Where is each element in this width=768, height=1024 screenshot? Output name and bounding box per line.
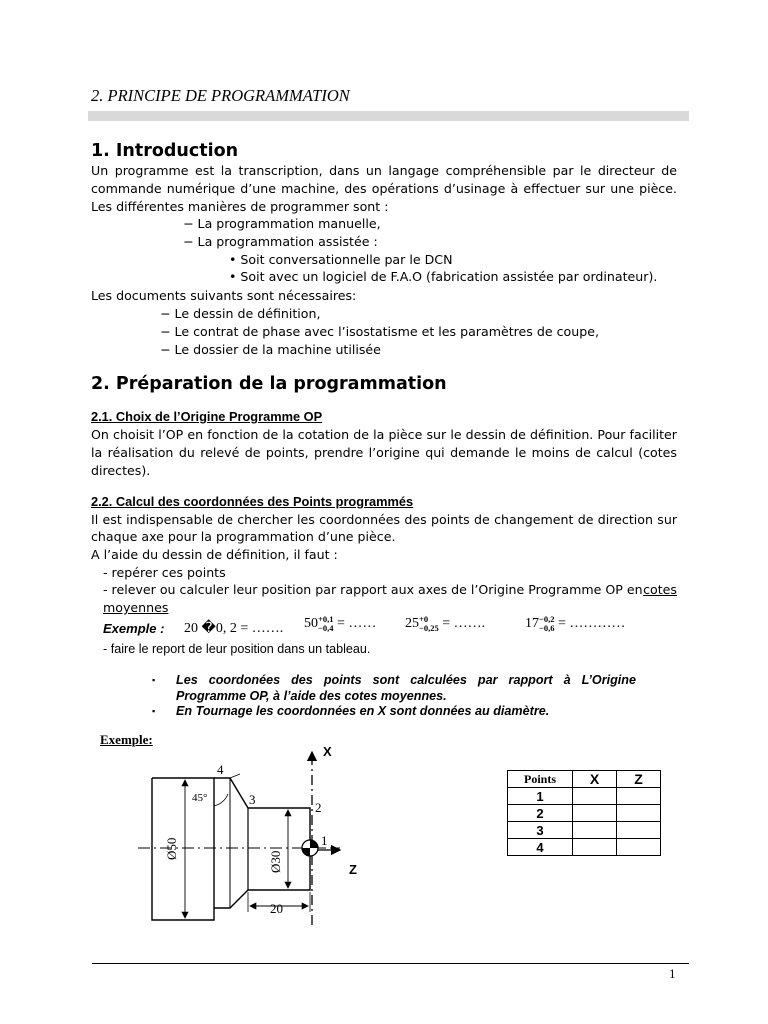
ex3-lower-tol: −0,25 (419, 623, 439, 633)
point-label-1: 1 (321, 833, 328, 848)
section-prep-title: 2. Préparation de la programmation (91, 374, 447, 394)
points-table (507, 770, 661, 856)
list-item: − Le dossier de la machine utilisée (160, 342, 381, 357)
ex2-nominal: 50 (304, 616, 318, 632)
subsection-2-1-title: 2.1. Choix de l’Origine Programme OP (91, 409, 323, 424)
list-item: • Soit conversationnelle par le DCN (229, 252, 453, 267)
intro-documents-text: Les documents suivants sont nécessaires: (91, 288, 357, 303)
section-intro-title: 1. Introduction (91, 141, 239, 161)
ex2-rest: = …… (333, 616, 377, 632)
ex2-lower-tol: −0,4 (318, 623, 334, 633)
point-label-3: 3 (249, 792, 256, 807)
table-header-x: X (573, 771, 617, 788)
table-cell-z (617, 788, 661, 805)
dia30-label: Ø30 (268, 850, 283, 873)
table-cell-point: 2 (508, 805, 573, 822)
table-cell-x (573, 839, 617, 856)
list-item: − Le contrat de phase avec l’isostatisme et les paramètres de coupe, (160, 324, 599, 339)
origin-marker-quadrant-2 (302, 848, 310, 856)
list-item: − La programmation assistée : (183, 234, 378, 249)
table-cell-x (573, 805, 617, 822)
table-row (508, 805, 661, 822)
footer-divider (92, 963, 689, 964)
angle-arc (214, 794, 228, 806)
list-item: − Le dessin de définition, (160, 306, 321, 321)
intro-paragraph-line-1: Un programme est la transcription, dans un langage compréhensible par le directeur de (91, 163, 677, 178)
ex4-rest: = ………… (554, 616, 626, 632)
table-cell-point: 4 (508, 839, 573, 856)
s22-line-3: A l’aide du dessin de définition, il faut : (91, 547, 338, 562)
table-cell-x (573, 788, 617, 805)
subsection-2-2-title: 2.2. Calcul des coordonnées des Points programmés (91, 494, 414, 509)
square-bullet-icon: ▪ (152, 706, 156, 716)
s22-moyennes-text: moyennes (103, 600, 169, 615)
ex3-upper-tol: +0 (419, 614, 429, 624)
s22-line-2: chaque axe pour la programmation d’une pièce. (91, 529, 396, 544)
table-row (508, 822, 661, 839)
s22-item-2-text: - relever ou calculer leur position par rapport aux axes de l’Origine Programme OP en (103, 582, 643, 597)
table-cell-z (617, 822, 661, 839)
table-cell-point: 3 (508, 822, 573, 839)
point4-leader (230, 774, 240, 778)
part-profile (214, 778, 310, 908)
ex4-lower-tol: −0,6 (539, 623, 555, 633)
len20-label: 20 (270, 901, 283, 916)
table-cell-point: 1 (508, 788, 573, 805)
table-cell-z (617, 839, 661, 856)
s22-cotes-link: cotes (643, 582, 677, 597)
intro-paragraph-line-2: commande numérique d’une machine, des opérations d’usinage à effectuer sur une pièce. (91, 181, 677, 196)
table-header-row (508, 771, 661, 788)
bullet-1-line-2: Programme OP, à l’aide des cotes moyennes. (176, 689, 447, 703)
origin-marker-quadrant-1 (310, 840, 318, 848)
square-bullet-icon: ▪ (152, 675, 156, 685)
z-axis-label: Z (349, 862, 357, 877)
s21-line-2: la réalisation du relevé de points, prendre l’origine qui demande le moins de calcul (cotes (91, 445, 677, 460)
angle-label: 45° (192, 792, 208, 804)
table-header-points: Points (508, 771, 573, 788)
figure-title: Exemple: (100, 732, 153, 747)
intro-manieres-text: Les différentes manières de programmer sont : (91, 199, 389, 214)
s21-line-3: directes). (91, 463, 151, 478)
chapter-title: 2. PRINCIPE DE PROGRAMMATION (91, 86, 350, 105)
ex2-upper-tol: +0,1 (318, 614, 334, 624)
point-label-2: 2 (315, 800, 322, 815)
page-number: 1 (669, 966, 676, 981)
ex3-rest: = ……. (438, 616, 486, 632)
ex4-nominal: 17 (525, 616, 539, 632)
example-expression-1: 20 �0, 2 = ……. (184, 621, 284, 636)
table-cell-z (617, 805, 661, 822)
table-row (508, 788, 661, 805)
ex4-upper-tol: −0,2 (539, 614, 555, 624)
table-cell-x (573, 822, 617, 839)
exemple-label: Exemple : (103, 621, 165, 636)
list-item: − La programmation manuelle, (183, 216, 381, 231)
bullet-1-line-1: Les coordonées des points sont calculées par rapport à L’Origine (176, 673, 636, 687)
list-item: • Soit avec un logiciel de F.A.O (fabrication assistée par ordinateur). (229, 269, 658, 284)
point-label-4: 4 (217, 762, 224, 777)
x-axis-label: X (323, 744, 332, 759)
table-row (508, 839, 661, 856)
ex3-nominal: 25 (405, 616, 419, 632)
s22-item-1: - repérer ces points (103, 565, 226, 580)
s21-line-1: On choisit l’OP en fonction de la cotation de la pièce sur le dessin de définition. Pour faciliter (91, 427, 677, 442)
table-header-z: Z (617, 771, 661, 788)
bullet-2: En Tournage les coordonnées en X sont données au diamètre. (176, 704, 550, 718)
s22-item-3: - faire le report de leur position dans un tableau. (103, 642, 371, 656)
s22-line-1: Il est indispensable de chercher les coordonnées des points de changement de direction sur (91, 512, 677, 527)
dia50-label: Ø50 (164, 837, 179, 860)
